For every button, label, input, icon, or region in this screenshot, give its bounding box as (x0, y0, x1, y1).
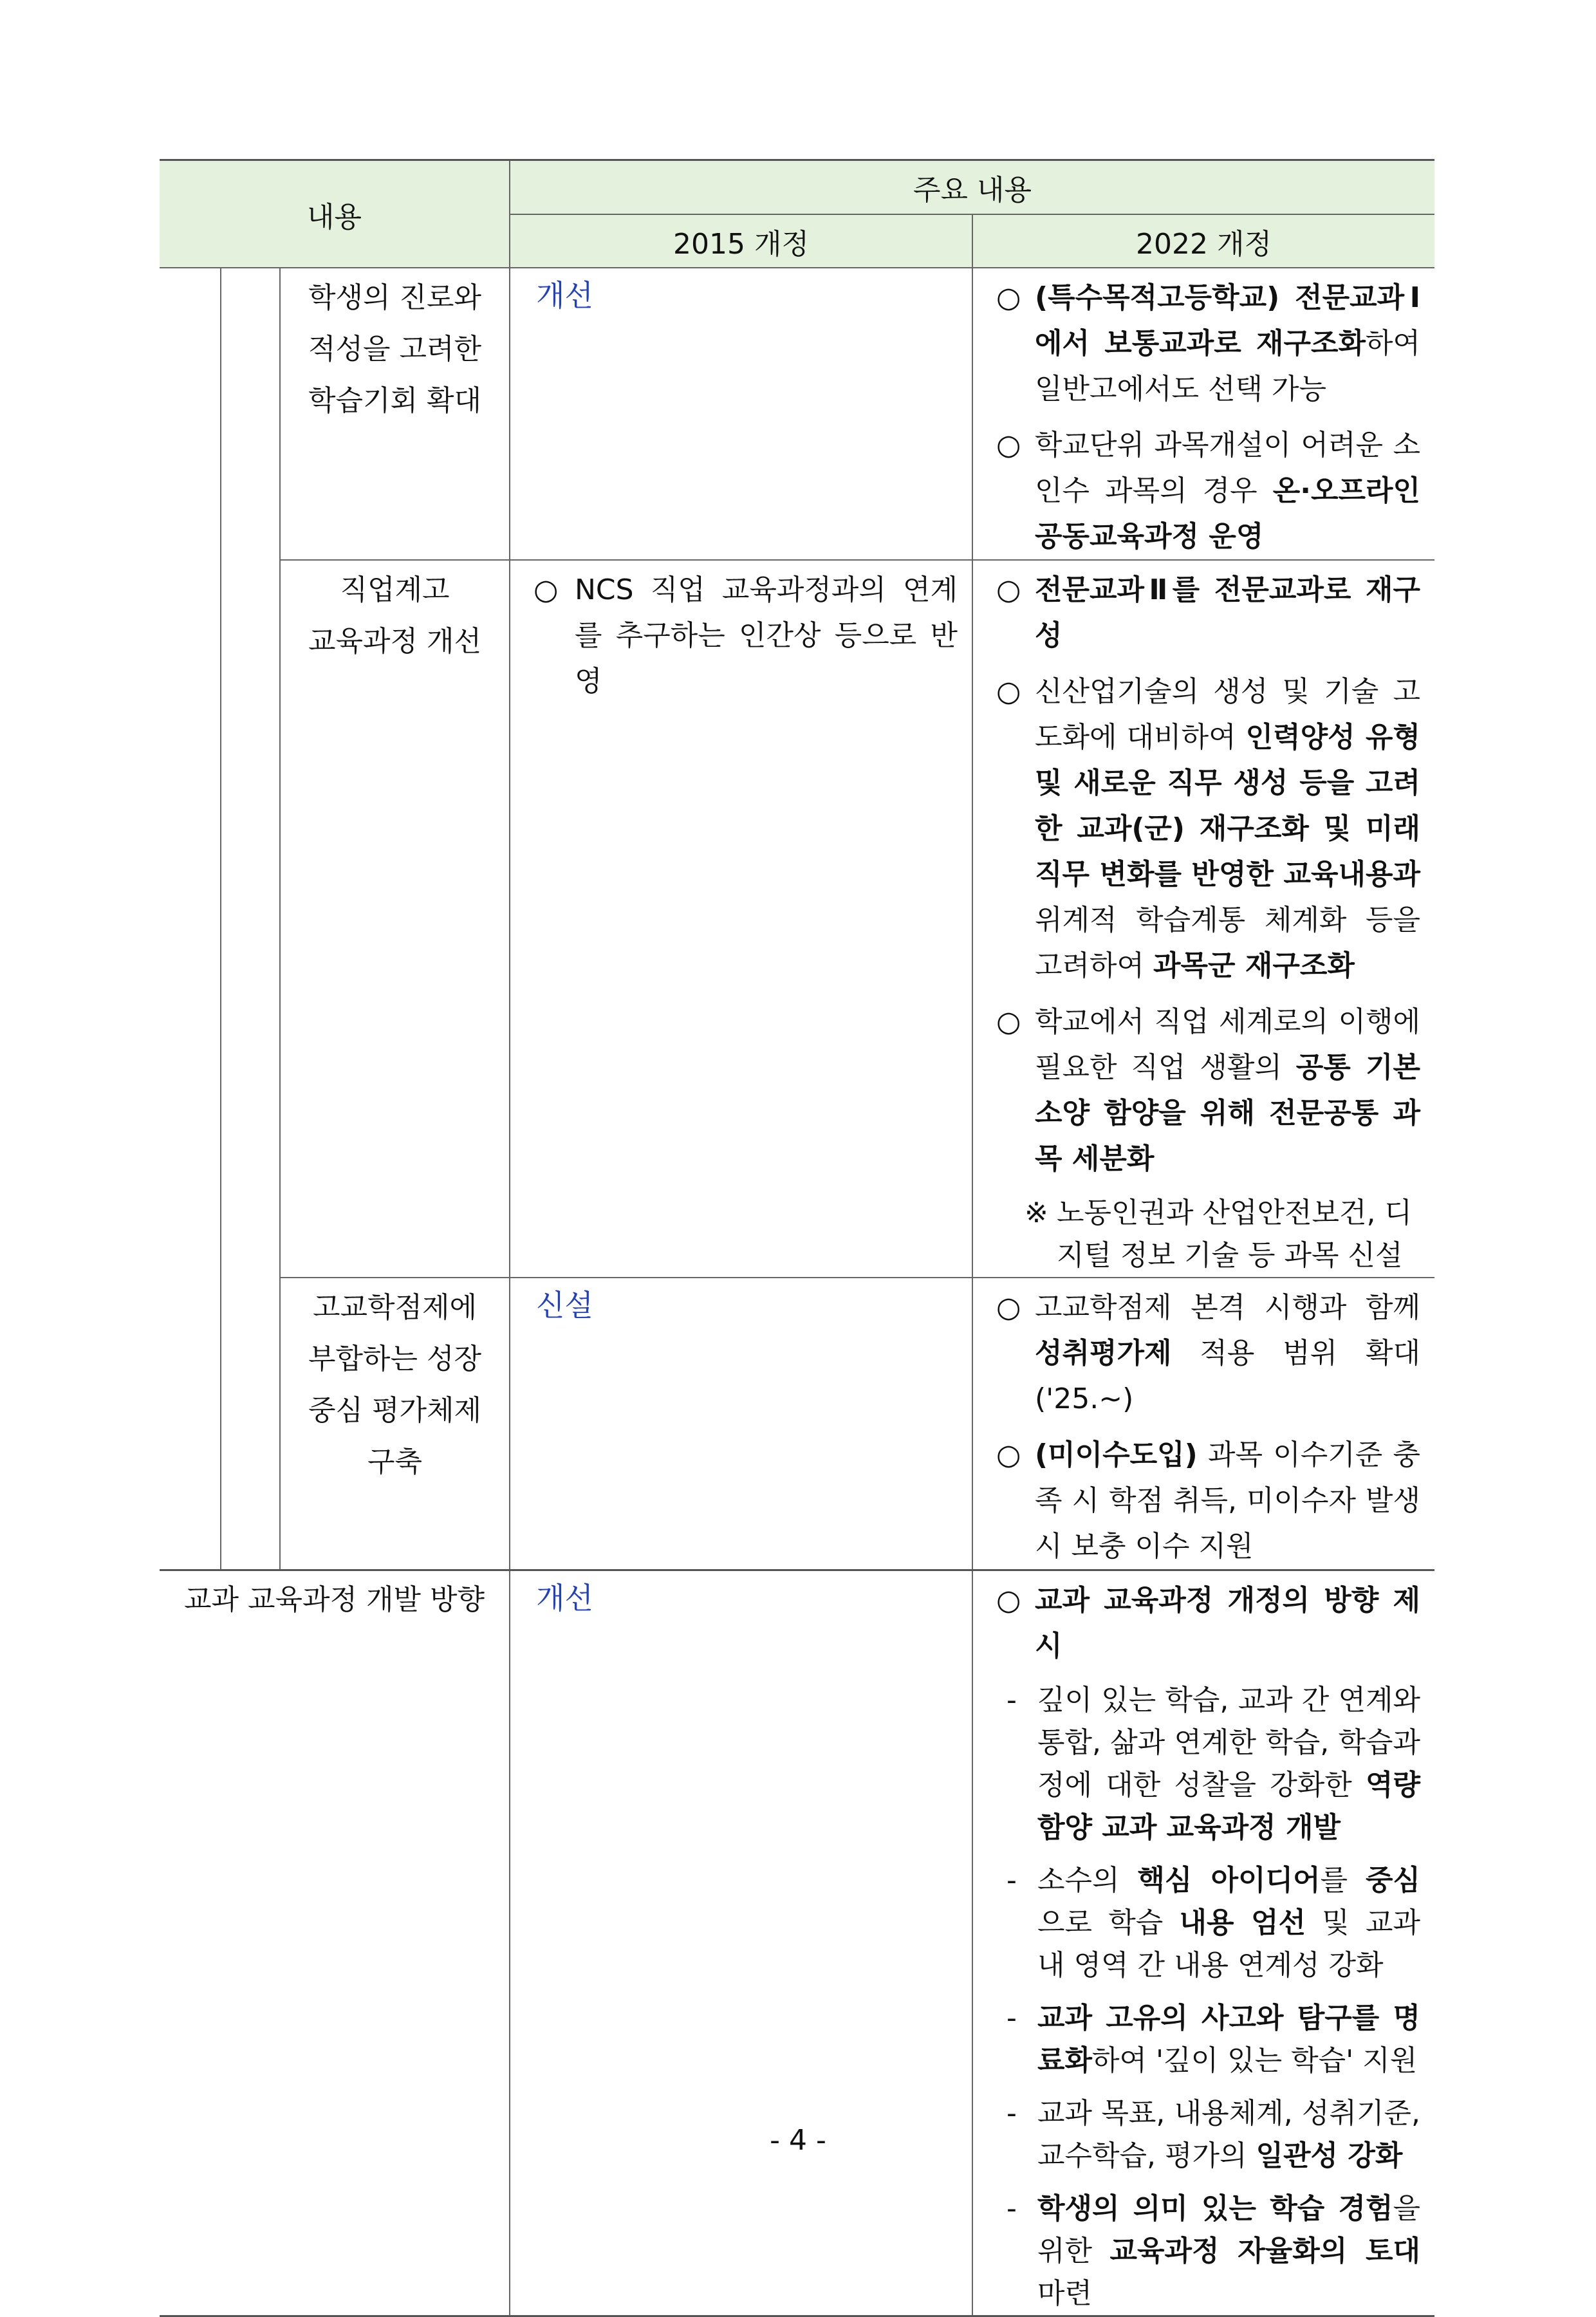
dash-item: - 학생의 의미 있는 학습 경험을 위한 교육과정 자율화의 토대 마련 (1007, 2192, 1421, 2310)
row-label-career (280, 268, 510, 560)
row-label-line: 학습기회 확대 (308, 384, 481, 417)
list-item: ○ NCS 직업 교육과정과의 연계를 추구하는 인간상 등으로 반영 (534, 573, 958, 698)
c2022-cell (972, 1278, 1434, 1570)
header-main-content: 주요 내용 (510, 160, 1434, 215)
header-2015: 2015 개정 (510, 214, 972, 268)
list-item: ○ 전문교과Ⅱ를 전문교과로 재구성 (996, 573, 1421, 652)
page-number: - 4 - (770, 2124, 826, 2157)
row-label-line: 교육과정 개선 (308, 625, 481, 658)
seg: (특수목적고등학교) 전문교과Ⅰ에서 보통교과로 재구조화 (1035, 281, 1421, 360)
inner-spacer-cell (221, 268, 280, 1570)
dash-item: - 교과 목표, 내용체계, 성취기준, 교수학습, 평가의 일관성 강화 (1007, 2097, 1421, 2172)
tag-improved: 개선 (510, 1570, 972, 2316)
dash-item: - 소수의 핵심 아이디어를 중심으로 학습 내용 엄선 및 교과 내 영역 간 내용 연계성 강화 (1007, 1864, 1421, 1982)
row-label-line: 적성을 고려한 (308, 333, 481, 366)
c2022-cell (972, 560, 1434, 1278)
list-item: ○ (미이수도입) 과목 이수기준 충족 시 학점 취득, 미이수자 발생 시 보충 이수 지원 (996, 1438, 1421, 1563)
row-label-line: 직업계고 (340, 573, 450, 606)
row-label-assessment (280, 1278, 510, 1570)
list-item: ○ 교과 교육과정 개정의 방향 제시 (996, 1584, 1421, 1662)
list-item: ○ 학교에서 직업 세계로의 이행에 필요한 직업 생활의 공통 기본소양 함양을 위해 전문공통 과목 세분화 (996, 1005, 1421, 1175)
row-label-line: 부합하는 성장 (308, 1343, 481, 1375)
list-item: ○ 학교단위 과목개설이 어려운 소인수 과목의 경우 온·오프라인 공동교육과정 운영 (996, 429, 1421, 553)
dash-item: - 교과 고유의 사고와 탐구를 명료화하여 '깊이 있는 학습' 지원 (1007, 2002, 1421, 2077)
dash-item: - 깊이 있는 학습, 교과 간 연계와 통합, 삶과 연계한 학습, 학습과정에 대한 성찰을 강화한 역량 함양 교과 교육과정 개발 (1007, 1684, 1421, 1844)
seg: 하여 일반고에서도 선택 가능 (1035, 327, 1421, 405)
row-label-line: 고교학점제에 (312, 1291, 478, 1324)
list-item: ○ (특수목적고등학교) 전문교과Ⅰ에서 보통교과로 재구조화하여 일반고에서도 선택 가능 (996, 281, 1421, 405)
seg: 학교단위 과목개설이 어려운 소인수 과목의 경우 (1035, 429, 1421, 507)
c2015-cell (510, 560, 972, 1278)
curriculum-comparison-table (160, 159, 1434, 2317)
row-label-line: 구축 (367, 1446, 422, 1478)
header-content-label: 내용 (160, 160, 510, 268)
header-2022: 2022 개정 (972, 214, 1434, 268)
row-label-vocational (280, 560, 510, 1278)
c2022-cell (972, 268, 1434, 560)
list-item: ○ 고교학점제 본격 시행과 함께 성취평가제 적용 범위 확대('25.~) (996, 1291, 1421, 1415)
list-item: ○ 신산업기술의 생성 및 기술 고도화에 대비하여 인력양성 유형 및 새로운 직무 생성 등을 고려한 교과(군) 재구조화 및 미래 직무 변화를 반영한 교육내용과 위계적 학습계통 체계화 등을 고려하여 과목군 재구조화 (996, 675, 1421, 982)
row-label-line: 중심 평가체제 (308, 1394, 481, 1427)
tag-new: 신설 (510, 1278, 972, 1570)
tag-improved: 개선 (510, 268, 972, 560)
c2022-cell (972, 1570, 1434, 2316)
row-label-line: 학생의 진로와 (308, 281, 481, 314)
row-label-development: 교과 교육과정 개발 방향 (160, 1570, 510, 2316)
note-item: ※ 노동인권과 산업안전보건, 디지털 정보 기술 등 과목 신설 (1025, 1196, 1413, 1272)
outer-spacer-cell (160, 268, 221, 1570)
seg: 온·오프라인 공동교육과정 운영 (1035, 474, 1421, 553)
